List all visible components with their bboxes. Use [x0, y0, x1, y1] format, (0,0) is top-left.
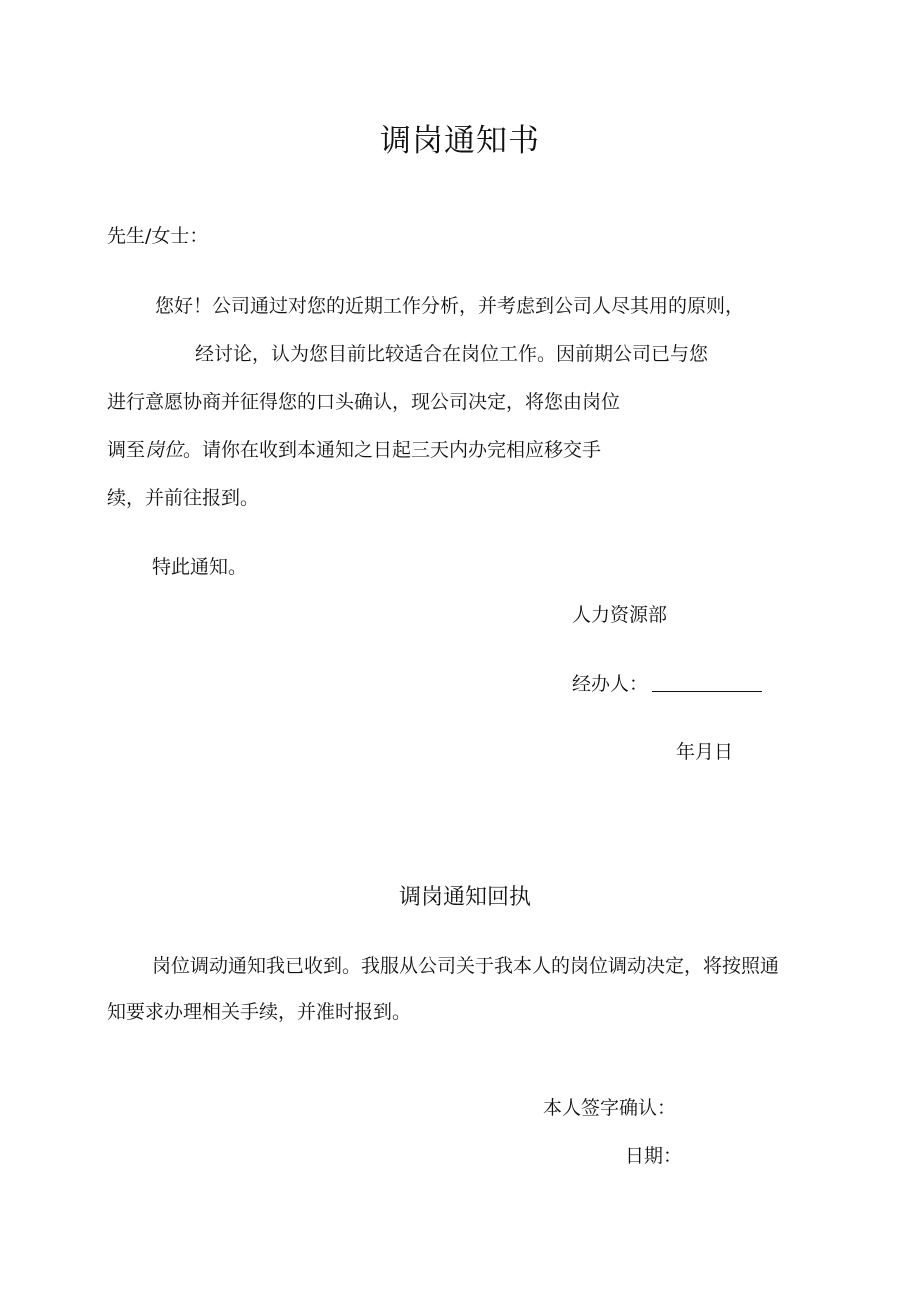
signature-label: 本人签字确认： — [543, 1097, 677, 1119]
handler-blank-line — [652, 673, 762, 692]
handler-row — [572, 672, 762, 696]
receipt-body-line-2: 知要求办理相关手续，并准时报到。 — [107, 1001, 412, 1023]
notice-body-line-4-italic: 岗位 — [145, 439, 184, 461]
handler-label: 经办人： — [572, 673, 649, 695]
notice-body-line-4-suffix: 。请你在收到本通知之日起三天内办完相应移交手 — [183, 439, 602, 461]
notice-body-line-4 — [107, 438, 601, 462]
department: 人力资源部 — [572, 604, 668, 626]
notice-title: 调岗通知书 — [380, 123, 540, 159]
receipt-body-line-1: 岗位调动通知我已收到。我服从公司关于我本人的岗位调动决定，将按照通 — [152, 955, 780, 977]
notice-body-line-2: 经讨论，认为您目前比较适合在岗位工作。因前期公司已与您 — [195, 343, 709, 365]
notice-body-line-3: 进行意愿协商并征得您的口头确认，现公司决定，将您由岗位 — [107, 391, 621, 413]
notice-date: 年月日 — [676, 741, 734, 763]
notice-body-line-4-prefix: 调至 — [107, 439, 146, 461]
salutation: 先生/女士： — [107, 225, 209, 247]
closing: 特此通知。 — [152, 556, 248, 578]
receipt-date-label: 日期： — [625, 1145, 683, 1167]
receipt-title: 调岗通知回执 — [398, 885, 531, 910]
notice-body-line-5: 续，并前往报到。 — [107, 487, 260, 509]
notice-body-line-1: 您好！公司通过对您的近期工作分析，并考虑到公司人尽其用的原则， — [155, 295, 745, 317]
